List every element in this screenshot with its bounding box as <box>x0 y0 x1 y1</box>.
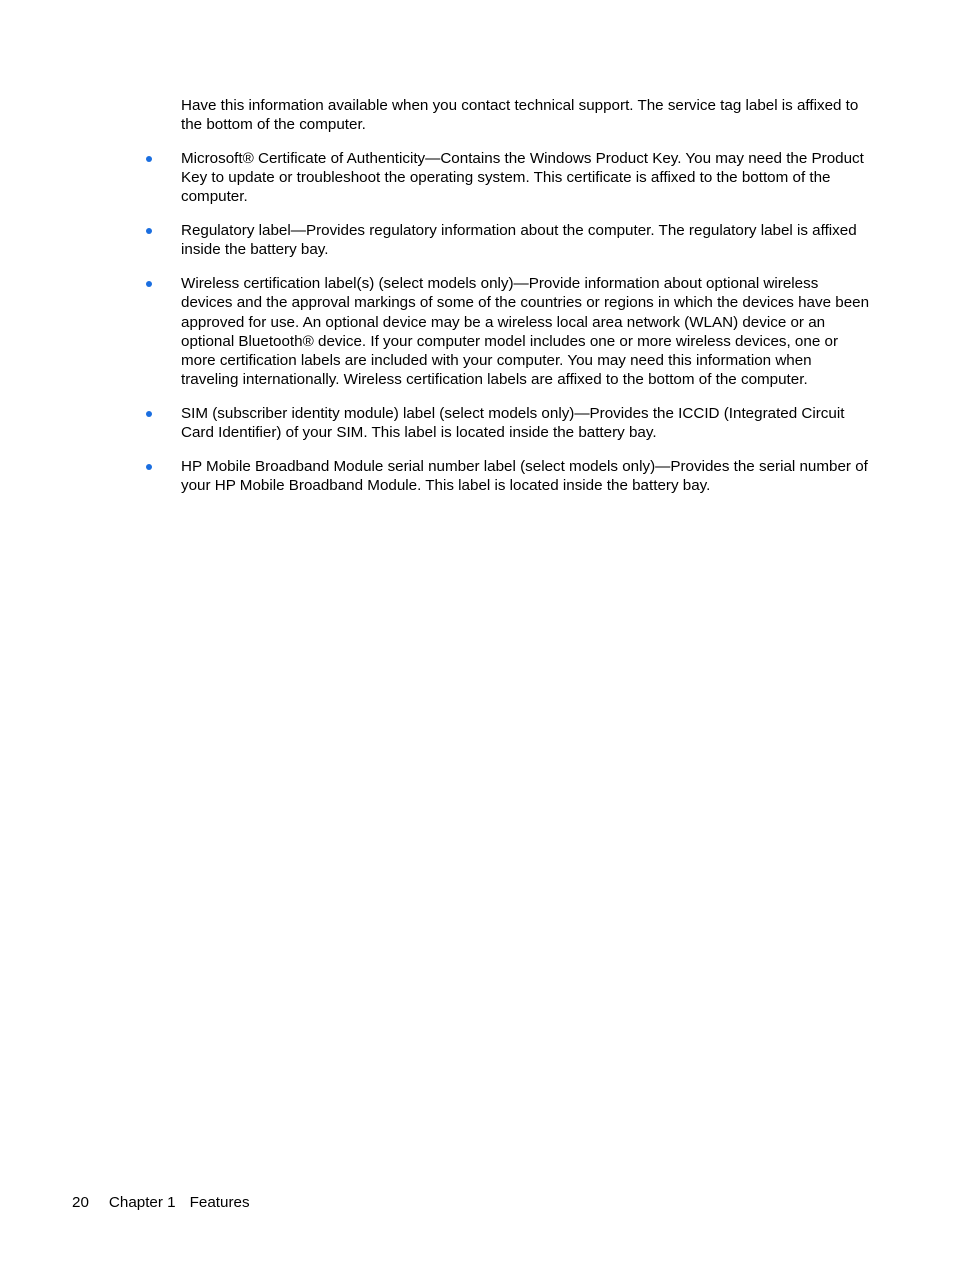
list-item-broadband <box>181 457 871 495</box>
intro-paragraph: Have this information available when you contact technical support. The service tag label is affixed to the bottom of the computer. <box>181 97 859 134</box>
page-footer <box>72 1193 250 1212</box>
list-item-sim <box>181 404 871 442</box>
list-item-text: SIM (subscriber identity module) label (select models only)—Provides the ICCID (Integrated Circuit Card Identifier) of your SIM. This label is located inside the battery bay. <box>181 405 845 442</box>
bullet-icon <box>146 281 152 287</box>
bullet-icon <box>146 411 152 417</box>
bullet-icon <box>146 464 152 470</box>
bullet-icon <box>146 156 152 162</box>
list-item-text: Microsoft® Certificate of Authenticity—Contains the Windows Product Key. You may need the Product Key to update or troubleshoot the operating system. This certificate is affixed to the bottom of the computer. <box>181 150 864 206</box>
list-item-regulatory <box>181 221 871 259</box>
list-item-text: Wireless certification label(s) (select models only)—Provide information about optional wireless devices and the approval markings of some of the countries or regions in which the devices have been approved for use. An optional device may be a wireless local area network (WLAN) device or an optional Bluetooth® device. If your computer model includes one or more wireless devices, one or more certification labels are included with your computer. You may need this information when traveling internationally. Wireless certification labels are affixed to the bottom of the computer. <box>181 275 870 389</box>
page-body <box>181 96 871 510</box>
list-item-wireless <box>181 274 871 389</box>
footer-section: Features <box>189 1194 250 1211</box>
list-item-certificate <box>181 149 871 207</box>
footer-chapter: Chapter 1 <box>108 1194 176 1211</box>
list-item-text: Regulatory label—Provides regulatory information about the computer. The regulatory label is affixed inside the battery bay. <box>181 222 857 259</box>
bullet-icon <box>146 228 152 234</box>
label-list <box>181 149 871 495</box>
page-number: 20 <box>72 1194 89 1211</box>
list-item-text: HP Mobile Broadband Module serial number label (select models only)—Provides the serial number of your HP Mobile Broadband Module. This label is located inside the battery bay. <box>181 458 868 495</box>
